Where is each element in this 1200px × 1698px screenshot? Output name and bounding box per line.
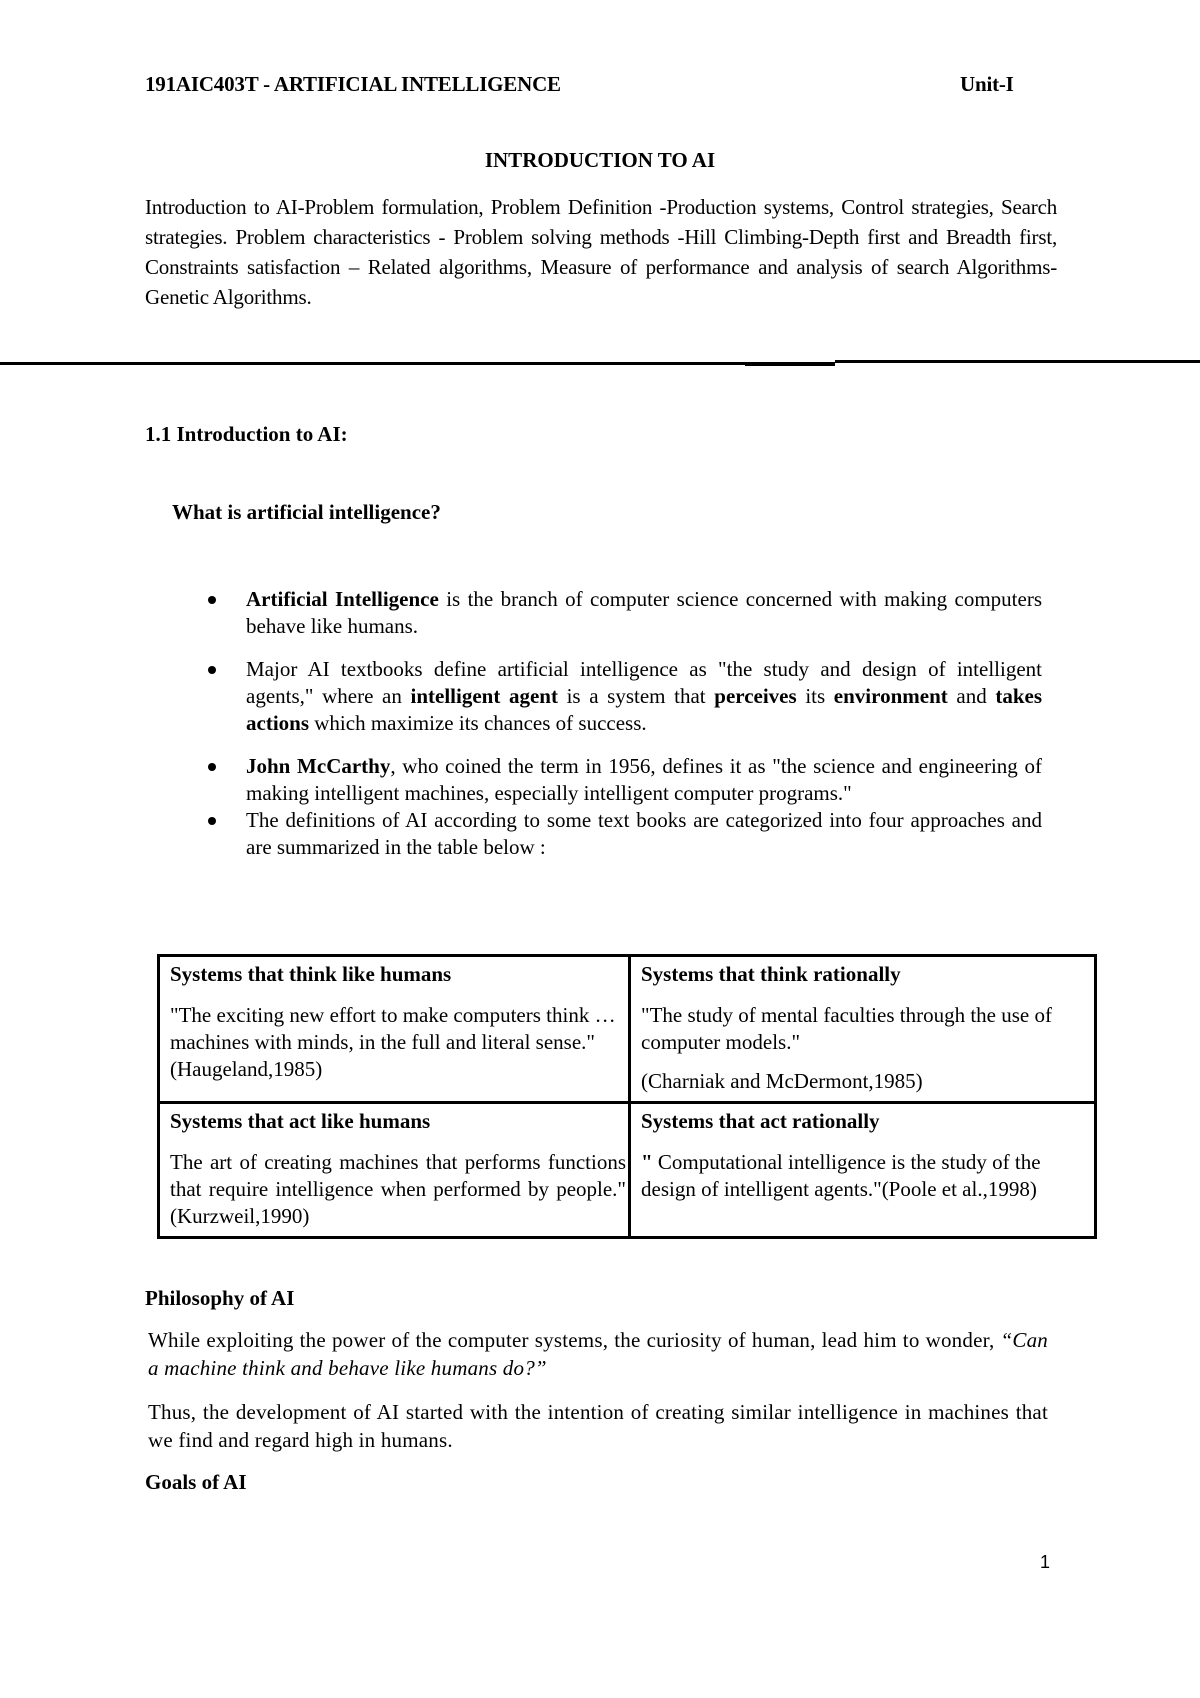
bold-term: Artificial Intelligence [246, 587, 439, 611]
cell-text: "The study of mental faculties through the use of computer models." [641, 1003, 1052, 1054]
unit-label: Unit-I [960, 72, 1014, 96]
quote-mark: " [641, 1150, 653, 1174]
cell-text: The art of creating machines that performs functions that require intelligence when performed by people."(Kurzweil,1990) [170, 1150, 626, 1228]
cell-title: Systems that think rationally [641, 962, 901, 986]
unit-title: INTRODUCTION TO AI [484, 148, 716, 172]
philosophy-heading: Philosophy of AI [145, 1286, 295, 1310]
horizontal-rule [0, 362, 745, 365]
bullet-icon [208, 763, 216, 771]
syllabus-paragraph: Introduction to AI-Problem formulation, Problem Definition -Production systems, Control strategies, Search strategies. Problem characteristics - Problem solving methods -Hill Climbing-Depth first and Breadth first, Constraints satisfaction – Related algorithms, Measure of performance and analysis of search Algorithms-Genetic Algorithms. [145, 195, 1057, 309]
list-item [200, 656, 1042, 737]
item-text: which maximize its chances of success. [309, 711, 647, 735]
table-cell [159, 1103, 630, 1238]
bullet-icon [208, 596, 216, 604]
course-title: 191AIC403T - ARTIFICIAL INTELLIGENCE [145, 72, 561, 96]
item-text: The definitions of AI according to some text books are categorized into four approaches and are summarized in the table below : [246, 808, 1042, 859]
horizontal-rule [835, 360, 1200, 363]
bold-term: intelligent agent [410, 684, 558, 708]
table-cell [159, 956, 630, 1103]
philosophy-paragraph [148, 1326, 1048, 1382]
bullet-icon [208, 666, 216, 674]
section-heading: 1.1 Introduction to AI: [145, 422, 348, 446]
table-cell [630, 956, 1096, 1103]
definition-list [200, 586, 1042, 861]
ai-approaches-table [157, 954, 1097, 1239]
item-text: , who coined the term in 1956, defines it as "the science and engineering of making intelligent machines, especially intelligent computer programs." [246, 754, 1042, 805]
cell-text: "The exciting new effort to make computers think … machines with minds, in the full and literal sense."(Haugeland,1985) [170, 1003, 616, 1081]
cell-title: Systems that think like humans [170, 962, 452, 986]
item-text: is the branch of computer science concerned with making computers behave like humans. [246, 587, 1042, 638]
cell-title: Systems that act like humans [170, 1109, 431, 1133]
table-row [159, 956, 1096, 1103]
item-text: and [947, 684, 996, 708]
table-row [159, 1103, 1096, 1238]
cell-text [641, 1149, 1092, 1203]
bullet-icon [208, 817, 216, 825]
goals-heading: Goals of AI [145, 1470, 247, 1494]
list-item [200, 586, 1042, 640]
list-item [200, 753, 1042, 807]
bold-term: environment [833, 684, 948, 708]
cell-citation: (Charniak and McDermont,1985) [641, 1069, 923, 1093]
item-text: is a system that [557, 684, 715, 708]
italic-question: “Can a machine think and behave like humans do?” [148, 1328, 1048, 1380]
bold-term: John McCarthy [246, 754, 391, 778]
item-text: its [796, 684, 834, 708]
cell-text-body: Computational intelligence is the study of the design of intelligent agents."(Poole et al.,1998) [641, 1150, 1041, 1201]
list-item [200, 807, 1042, 861]
page-number: 1 [1040, 1552, 1051, 1572]
horizontal-rule [745, 362, 835, 366]
paragraph-text: While exploiting the power of the computer systems, the curiosity of human, lead him to wonder, [148, 1328, 1001, 1352]
bold-term: perceives [714, 684, 797, 708]
cell-title: Systems that act rationally [641, 1109, 880, 1133]
development-paragraph: Thus, the development of AI started with the intention of creating similar intelligence in machines that we find and regard high in humans. [148, 1400, 1048, 1452]
sub-heading: What is artificial intelligence? [172, 500, 441, 524]
item-text: Major AI textbooks define artificial intelligence as "the study and design of intelligent agents," where an [246, 657, 1042, 708]
table-cell [630, 1103, 1096, 1238]
bold-term: takes actions [246, 684, 1043, 735]
